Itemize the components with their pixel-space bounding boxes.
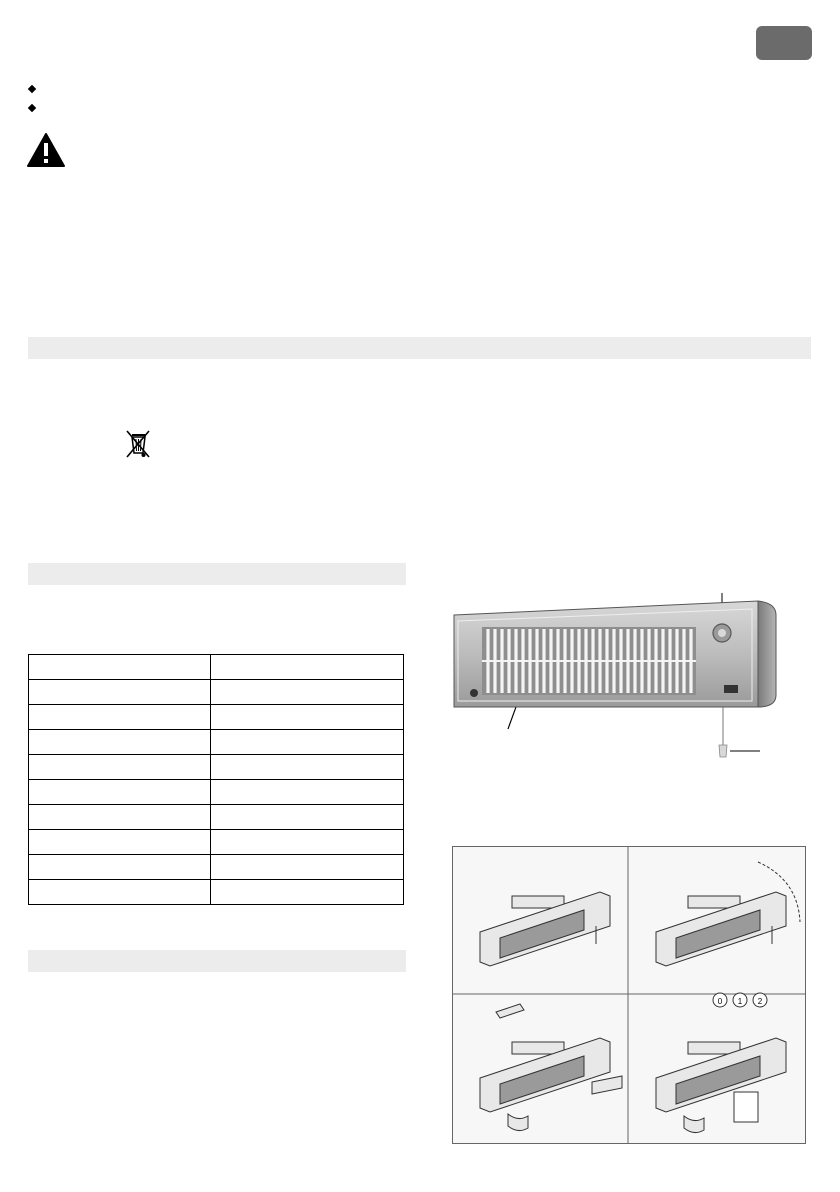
- language-tab: [756, 26, 812, 60]
- wall-mount-installation-diagram: [452, 846, 806, 1144]
- crossed-out-wheelie-bin-icon: [124, 428, 152, 460]
- section-header-bar: [28, 337, 811, 359]
- bullet-marker: [28, 85, 36, 93]
- specification-table: [28, 654, 404, 905]
- table-row: [29, 805, 404, 830]
- table-row: [29, 830, 404, 855]
- table-row: [29, 680, 404, 705]
- table-row: [29, 730, 404, 755]
- heater-front-view-illustration: [440, 585, 780, 765]
- installation-step-label: 1: [737, 997, 743, 1006]
- specifications-header-bar: [28, 563, 406, 585]
- table-row: [29, 855, 404, 880]
- table-row: [29, 755, 404, 780]
- table-row: [29, 705, 404, 730]
- table-row: [29, 780, 404, 805]
- installation-step-label: 2: [757, 997, 763, 1006]
- table-row: [29, 655, 404, 680]
- section-header-bar-lower: [28, 950, 406, 972]
- installation-step-label: 0: [717, 997, 723, 1006]
- bullet-marker: [28, 104, 36, 112]
- warning-triangle-icon: [26, 132, 66, 168]
- table-row: [29, 880, 404, 905]
